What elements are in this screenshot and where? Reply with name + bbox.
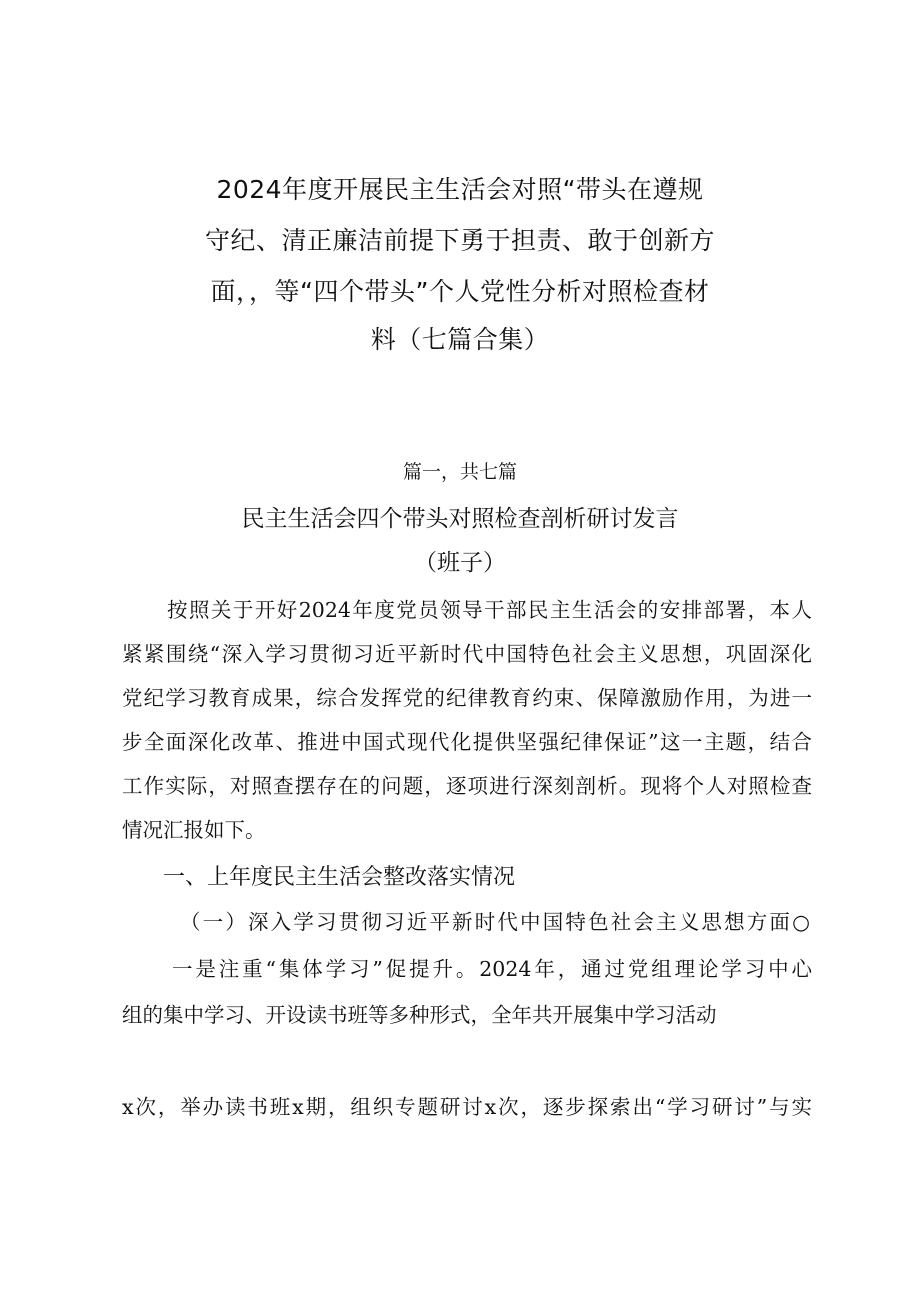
intro-line-3: 党纪学习教育成果，综合发挥党的纪律教育约束、保障激励作用，为进一: [122, 686, 812, 710]
part-subtitle: （班子）: [414, 550, 506, 576]
section-heading: 一、上年度民主生活会整改落实情况: [163, 865, 516, 890]
part-number: 篇一，共七篇: [402, 461, 517, 483]
doc-title-line-2: 守纪、清正廉洁前提下勇于担责、敢于创新方: [204, 226, 715, 255]
intro-line-1: 按照关于开好2024年度党员领导干部民主生活会的安排部署，本人: [167, 598, 812, 622]
intro-line-6: 情况汇报如下。: [122, 818, 266, 842]
para-line-1: 一是注重“集体学习”促提升。2024年，通过党组理论学习中心: [172, 957, 812, 981]
doc-title-line-3: 面，，等“四个带头”个人党性分析对照检查材: [210, 277, 710, 306]
part-title: 民主生活会四个带头对照检查剖析研讨发言: [241, 506, 679, 532]
intro-line-5: 工作实际，对照查摆存在的问题，逐项进行深刻剖析。现将个人对照检查: [122, 774, 812, 798]
intro-line-4: 步全面深化改革、推进中国式现代化提供坚强纪律保证”这一主题，结合: [122, 730, 812, 754]
doc-title-line-1: 2024年度开展民主生活会对照“带头在遵规: [216, 175, 704, 204]
intro-line-2: 紧紧围绕“深入学习贯彻习近平新时代中国特色社会主义思想，巩固深化: [122, 642, 812, 666]
para-line-2: 组的集中学习、开设读书班等多种形式，全年共开展集中学习活动: [122, 1003, 717, 1027]
doc-title-line-4: 料（七篇合集）: [370, 325, 550, 354]
subsection-heading: （一）深入学习贯彻习近平新时代中国特色社会主义思想方面○: [180, 910, 810, 934]
para-line-3: x次，举办读书班x期，组织专题研讨x次，逐步探索出“学习研讨”与实: [122, 1095, 812, 1119]
